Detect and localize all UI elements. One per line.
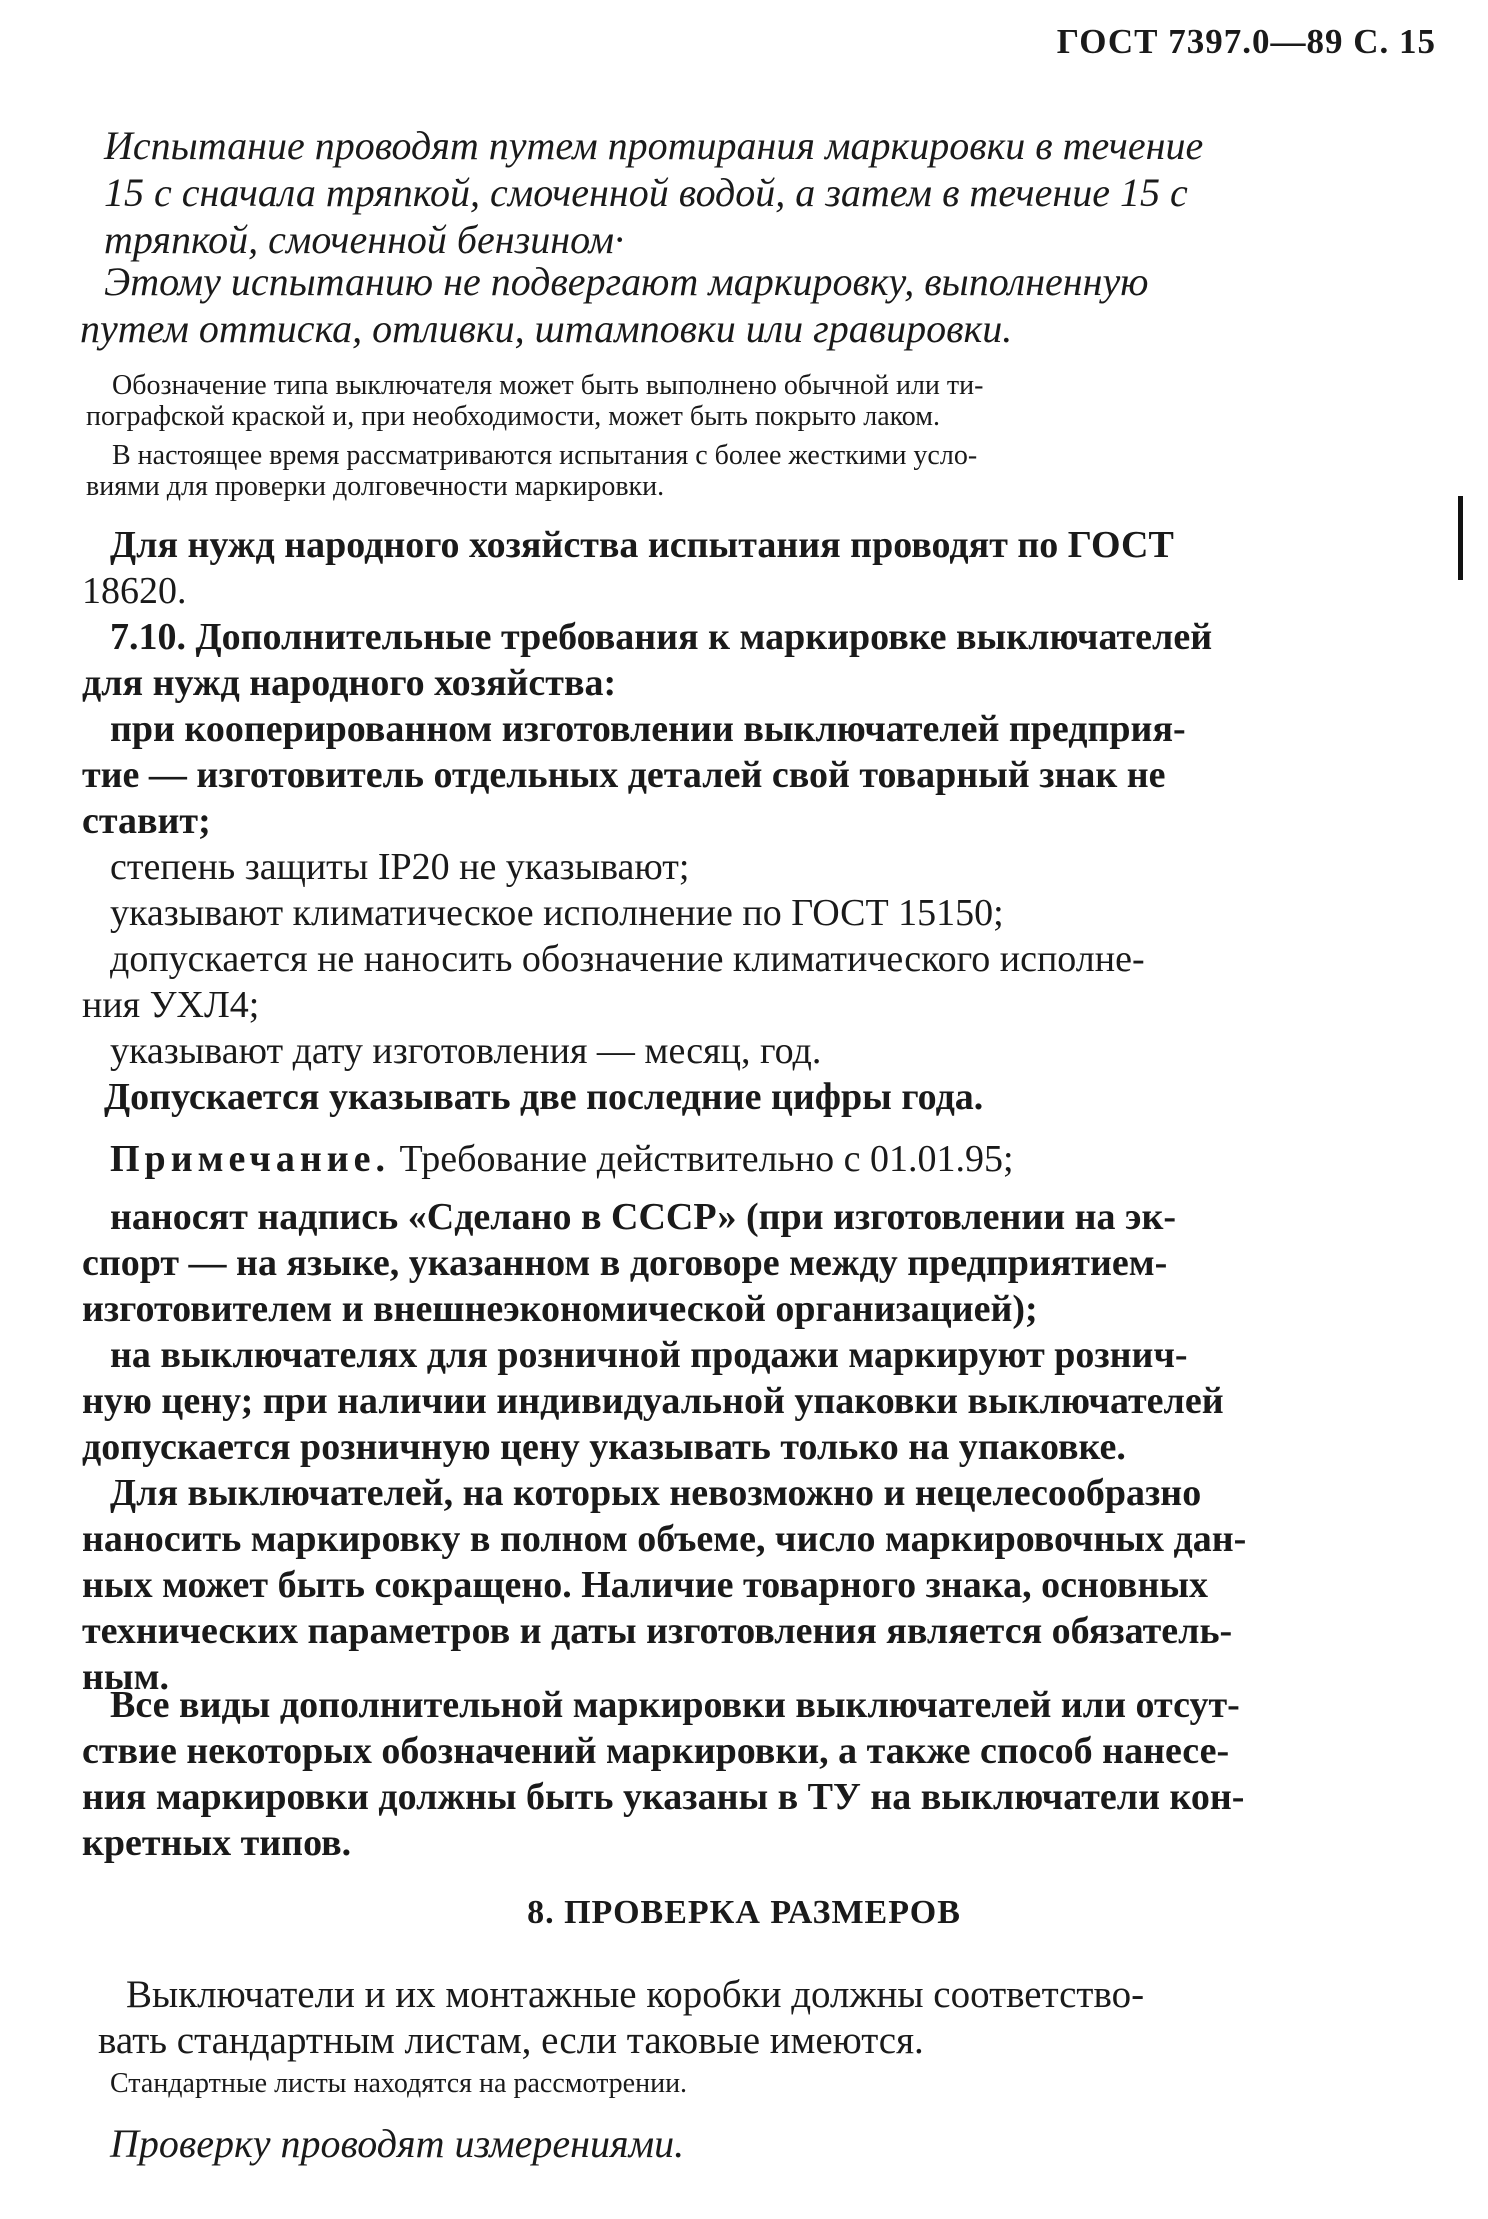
paragraph-gost-18620 <box>82 522 1440 614</box>
text-line: пографской краской и, при необходимости, может быть покрыто лаком. <box>86 401 940 432</box>
text-line: 15 с сначала тряпкой, смоченной водой, а затем в течение 15 с <box>104 170 1188 215</box>
text-line: при кооперированном изготовлении выключателей предприя- <box>110 708 1186 750</box>
paragraph-paint-note <box>86 370 1442 432</box>
text-line: кретных типов. <box>82 1822 352 1864</box>
paragraph-test-exemption <box>80 258 1434 352</box>
text-line: ную цену; при наличии индивидуальной упаковки выключателей <box>82 1380 1224 1422</box>
paragraph-cooperative <box>82 706 1440 844</box>
paragraph-reduced-marking <box>82 1470 1440 1700</box>
text-line: наносят надпись «Сделано в СССР» (при изготовлении на эк- <box>110 1196 1177 1238</box>
paragraph-uhl4 <box>82 936 1440 1028</box>
text-line: тие — изготовитель отдельных деталей свой товарный знак не <box>82 754 1166 796</box>
text-line: Этому испытанию не подвергают маркировку, выполненную <box>104 259 1149 304</box>
paragraph-sheets-review <box>110 2068 1440 2099</box>
note-paragraph <box>110 1136 1440 1182</box>
paragraph-test-wiping <box>104 122 1434 263</box>
text-line: Допускается указывать две последние цифры года. <box>104 1076 984 1118</box>
section-8-heading: 8. ПРОВЕРКА РАЗМЕРОВ <box>527 1894 961 1931</box>
text-line: ставит; <box>82 800 211 842</box>
paragraph-measurement <box>110 2120 1440 2167</box>
text-line <box>110 1136 1440 1182</box>
paragraph-made-in-ussr <box>82 1194 1440 1332</box>
text-line: допускается не наносить обозначение климатического исполне- <box>110 938 1145 980</box>
text-line: Испытание проводят путем протирания маркировки в течение <box>104 123 1204 168</box>
text-line: Проверку проводят измерениями. <box>110 2121 685 2166</box>
text-line: 7.10. Дополнительные требования к маркировке выключателей <box>110 616 1213 658</box>
text-line: допускается розничную цену указывать только на упаковке. <box>82 1426 1126 1468</box>
paragraph-durability-note <box>86 440 1442 502</box>
section-7-10-heading <box>82 614 1440 706</box>
text-line: спорт — на языке, указанном в договоре между предприятием- <box>82 1242 1168 1284</box>
text-line: Для нужд народного хозяйства испытания проводят по ГОСТ <box>110 524 1174 566</box>
text-line: наносить маркировку в полном объеме, число маркировочных дан- <box>82 1518 1247 1560</box>
text-line: 18620. <box>82 570 187 612</box>
text-line: ствие некоторых обозначений маркировки, а также способ нанесе- <box>82 1730 1230 1772</box>
text-line: Для выключателей, на которых невозможно и нецелесообразно <box>110 1472 1202 1514</box>
paragraph-ip20 <box>110 844 1440 890</box>
text-line: ных может быть сокращено. Наличие товарного знака, основных <box>82 1564 1209 1606</box>
paragraph-year-digits <box>104 1074 1434 1120</box>
text-line: степень защиты IP20 не указывают; <box>110 846 690 888</box>
text-line: на выключателях для розничной продажи маркируют рознич- <box>110 1334 1188 1376</box>
paragraph-climatic <box>110 890 1440 936</box>
note-label: Примечание. <box>110 1138 390 1180</box>
text-line: ным. <box>82 1656 169 1698</box>
text-line: Стандартные листы находятся на рассмотрении. <box>110 2068 688 2099</box>
text-line: путем оттиска, отливки, штамповки или гравировки. <box>80 306 1013 351</box>
text-line: указывают дату изготовления — месяц, год. <box>110 1030 822 1072</box>
text-line: ния маркировки должны быть указаны в ТУ на выключатели кон- <box>82 1776 1245 1818</box>
text-line: вать стандартным листам, если таковые имеются. <box>98 2019 924 2062</box>
text-line: Выключатели и их монтажные коробки должны соответство- <box>126 1973 1145 2016</box>
paragraph-additional-marking-tu <box>82 1682 1440 1866</box>
paragraph-standard-sheets <box>98 1972 1456 2064</box>
text-line: указывают климатическое исполнение по ГОСТ 15150; <box>110 892 1004 934</box>
text-line: для нужд народного хозяйства: <box>82 662 617 704</box>
text-line: технических параметров и даты изготовления является обязатель- <box>82 1610 1233 1652</box>
paragraph-date <box>110 1028 1440 1074</box>
text-line: виями для проверки долговечности маркировки. <box>86 471 665 502</box>
text-line: тряпкой, смоченной бензином· <box>104 217 625 262</box>
text-line: изготовителем и внешнеэкономической организацией); <box>82 1288 1038 1330</box>
note-text: Требование действительно с 01.01.95; <box>389 1138 1014 1180</box>
change-bar <box>1458 496 1463 580</box>
page-header: ГОСТ 7397.0—89 С. 15 <box>1056 22 1436 61</box>
text-line: Все виды дополнительной маркировки выключателей или отсут- <box>110 1684 1240 1726</box>
text-line: В настоящее время рассматриваются испытания с более жесткими усло- <box>112 440 978 471</box>
text-line: ния УХЛ4; <box>82 984 260 1026</box>
paragraph-retail-price <box>82 1332 1440 1470</box>
text-line: Обозначение типа выключателя может быть выполнено обычной или ти- <box>112 370 984 401</box>
